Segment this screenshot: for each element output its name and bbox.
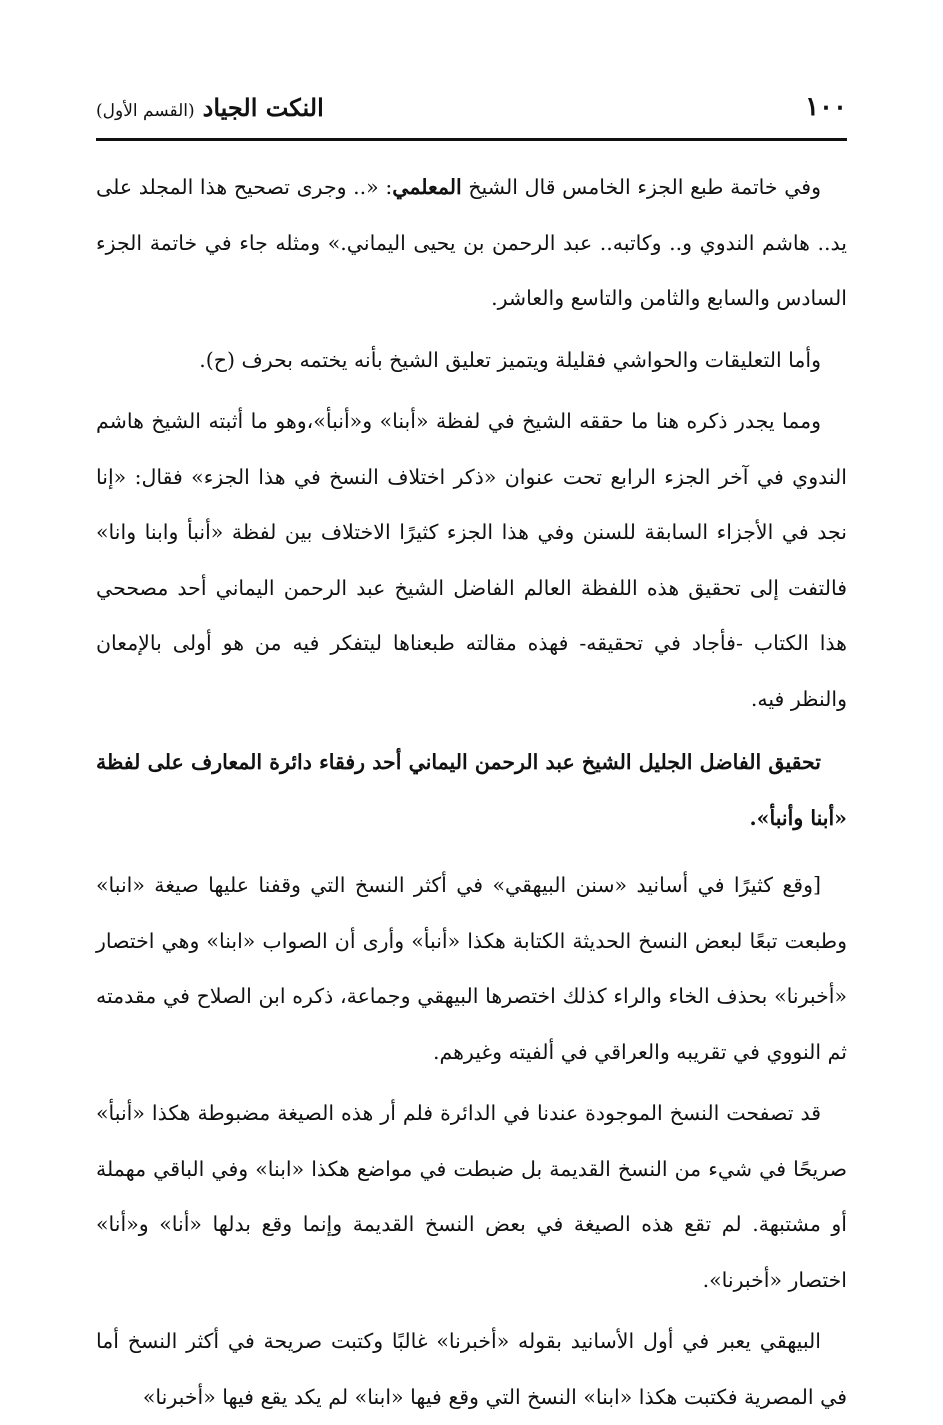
page-number: ١٠٠ xyxy=(805,92,847,122)
paragraph-manuscripts: قد تصفحت النسخ الموجودة عندنا في الدائرة فلم أر هذه الصيغة مضبوطة هكذا «أنبأ» صريحًا في شيء من النسخ القديمة بل ضبطت في مواضع هكذا «ابنا» وفي الباقي مهملة أو مشتبهة. لم تقع هذه الصيغة في بعض النسخ القديمة وإنما وقع بدلها «أنا» و«أنا» اختصار «أخبرنا». xyxy=(96,1101,847,1292)
running-title xyxy=(96,93,324,122)
paragraph-colophon-rest: : «.. وجرى تصحيح هذا المجلد على يد.. هاشم الندوي و.. وكاتبه.. عبد الرحمن بن يحيى اليماني.» ومثله جاء في خاتمة الجزء السادس والسابع والثامن والتاسع والعاشر. xyxy=(96,175,847,310)
part-label: (القسم الأول) xyxy=(96,100,195,121)
section-heading: تحقيق الفاضل الجليل الشيخ عبد الرحمن اليماني أحد رفقاء دائرة المعارف على لفظة «أبنا وأنبأ». xyxy=(96,750,847,830)
header-divider xyxy=(96,138,847,141)
paragraph-colophon xyxy=(96,160,847,327)
book-title: النكت الجياد xyxy=(202,92,324,122)
running-header xyxy=(96,88,847,126)
paragraph-annotations: وأما التعليقات والحواشي فقليلة ويتميز تعليق الشيخ بأنه يختمه بحرف (ح). xyxy=(199,347,821,372)
paragraph-bayhaqi-usage: البيهقي يعبر في أول الأسانيد بقوله «أخبرنا» غالبًا وكتبت صريحة في أكثر النسخ أما في المصرية فكتبت هكذا «ابنا» النسخ التي وقع فيها «ابنا» لم يكد يقع فيها «أخبرنا» xyxy=(96,1329,847,1409)
paragraph-sunan-bayhaqi: [وقع كثيرًا في أسانيد «سنن البيهقي» في أكثر النسخ التي وقفنا عليها صيغة «انبا» وطبعت تبعًا لبعض النسخ الحديثة الكتابة هكذا «أنبأ» وأرى أن الصواب «ابنا» وهي اختصار «أخبرنا» بحذف الخاء والراء كذلك اختصرها البيهقي وجماعة، ذكره ابن الصلاح في مقدمته ثم النووي في تقريبه والعراقي في ألفيته وغيرهم. xyxy=(96,873,847,1064)
scholar-name: المعلمي xyxy=(392,175,462,199)
paragraph-abna-anba: ومما يجدر ذكره هنا ما حققه الشيخ في لفظة «أبنا» و«أنبأ»،وهو ما أثبته الشيخ هاشم الندوي في آخر الجزء الرابع تحت عنوان «ذكر اختلاف النسخ في هذا الجزء» فقال: «إنا نجد في الأجزاء السابقة للسنن وفي هذا الجزء كثيرًا الاختلاف بين لفظة «أنبأ وابنا وانا» فالتفت إلى تحقيق هذه اللفظة العالم الفاضل الشيخ عبد الرحمن اليماني أحد مصححي هذا الكتاب -فأجاد في تحقيقه- فهذه مقالته طبعناها ليتفكر فيه من هو أولى بالإمعان والنظر فيه. xyxy=(96,409,847,711)
paragraph-colophon-start: وفي خاتمة طبع الجزء الخامس قال الشيخ xyxy=(468,175,822,199)
main-text xyxy=(96,160,847,1425)
